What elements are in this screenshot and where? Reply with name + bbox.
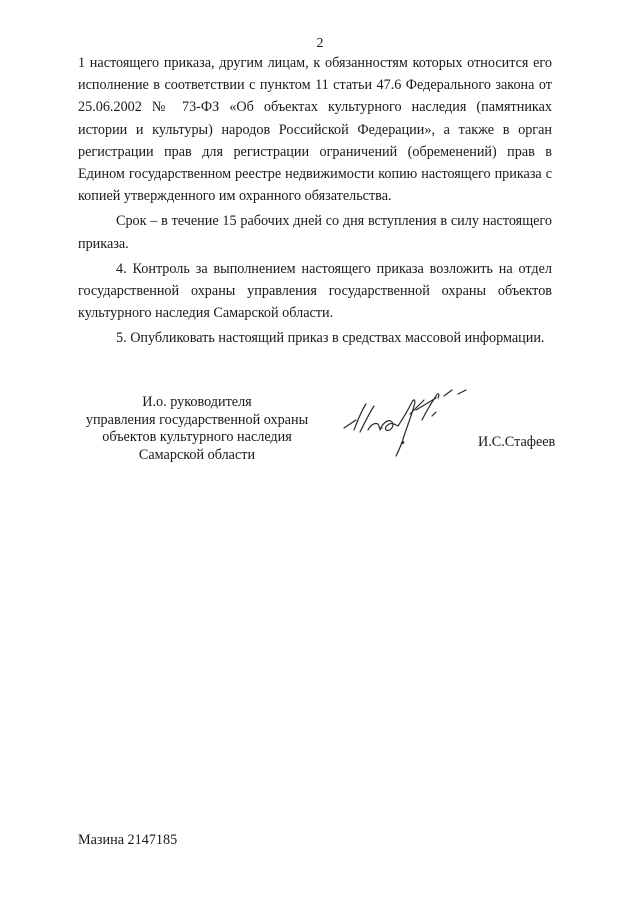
- signatory-position-line: Самарской области: [138, 446, 256, 463]
- executor-note: Мазина 2147185: [78, 832, 178, 848]
- signatory-position-line: управления государственной охраны: [85, 411, 309, 428]
- paragraph-continuation: 1 настоящего приказа, другим лицам, к обязанностям которых относится его исполнение в соответствии с пунктом 11 статьи 47.6 Федерального закона от 25.06.2002 № 73-ФЗ «Об объектах культурного наследия (памятниках истории и культуры) народов Российской Федерации», а также в орган регистрации прав для регистрации ограничений (обременений) прав в Едином государственном реестре недвижимости копию настоящего приказа с копией утвержденного им охранного обязательства.: [78, 55, 552, 205]
- page-number: 2: [316, 36, 324, 51]
- handwritten-signature: [340, 384, 488, 462]
- paragraph-item-4: 4. Контроль за выполнением настоящего приказа возложить на отдел государственной охраны управления государственной охраны объектов культурного наследия Самарской области.: [78, 260, 552, 322]
- paragraph-item-5: 5. Опубликовать настоящий приказ в средствах массовой информации.: [116, 330, 545, 347]
- paragraph-deadline: Срок – в течение 15 рабочих дней со дня вступления в силу настоящего приказа.: [78, 213, 552, 252]
- signatory-name: И.С.Стафеев: [478, 434, 556, 450]
- signatory-position-line: И.о. руководителя: [142, 394, 252, 410]
- signatory-position-line: объектов культурного наследия: [102, 429, 292, 445]
- document-body: [78, 52, 552, 353]
- signatory-position: [78, 394, 316, 464]
